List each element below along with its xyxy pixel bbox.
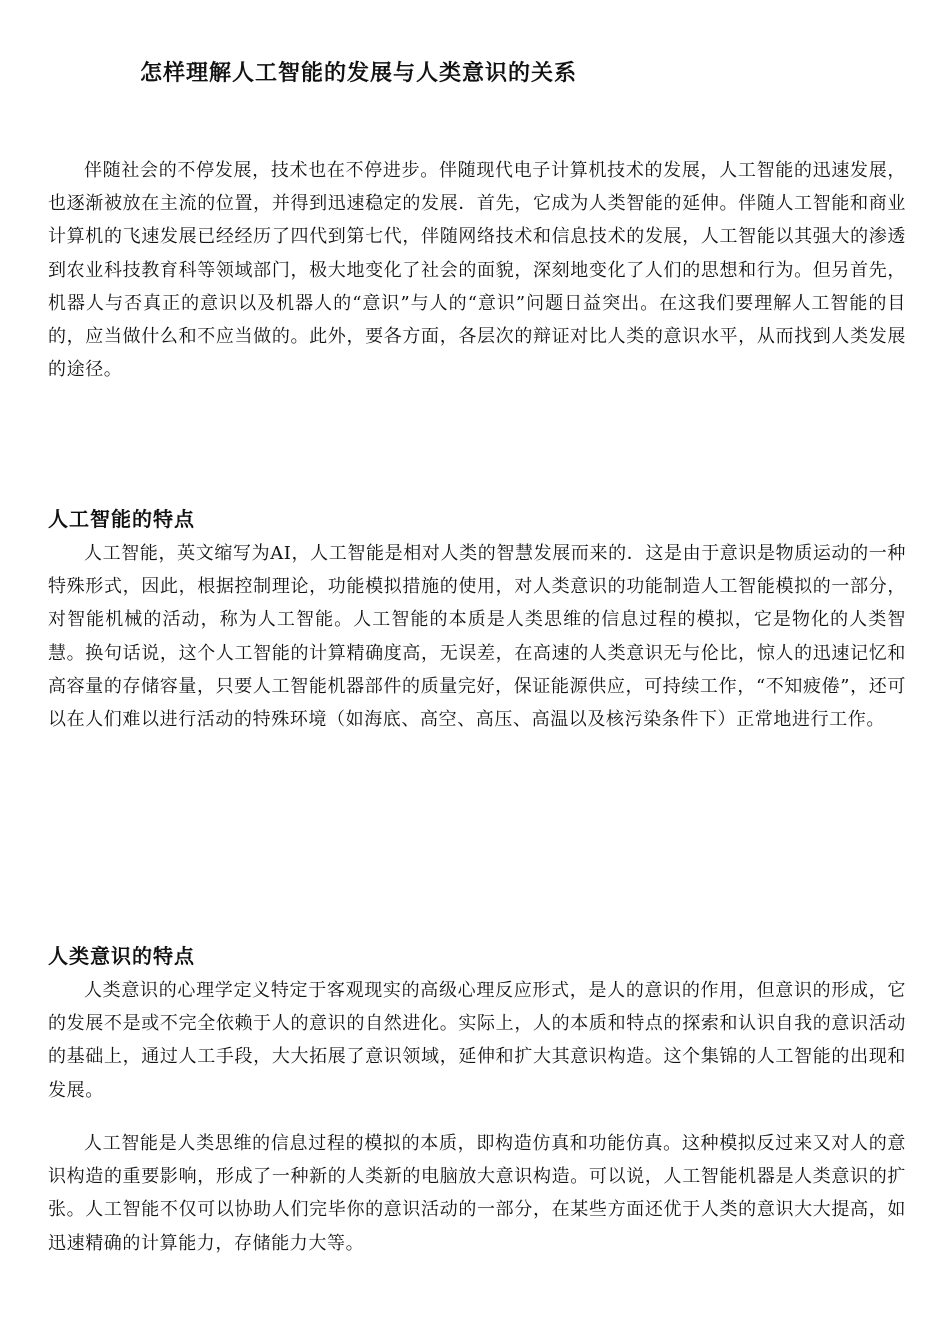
human-consciousness-paragraph-1: 人类意识的心理学定义特定于客观现实的高级心理反应形式，是人的意识的作用，但意识的形成，它的发展不是或不完全依赖于人的意识的自然进化。实际上，人的本质和特点的探索和认识自我的意识活动的基础上，通过人工手段，大大拓展了意识领域，延伸和扩大其意识构造。这个集锦的人工智能的出现和发展。 <box>48 980 906 1101</box>
section-heading-human-consciousness: 人类意识的特点 <box>48 944 195 968</box>
document-title: 怎样理解人工智能的发展与人类意识的关系 <box>140 60 578 86</box>
section-heading-ai-features: 人工智能的特点 <box>48 507 195 531</box>
ai-features-paragraph: 人工智能，英文缩写为AI，人工智能是相对人类的智慧发展而来的．这是由于意识是物质运动的一种特殊形式，因此，根据控制理论，功能模拟措施的使用，对人类意识的功能制造人工智能模拟的一部分，对智能机械的活动，称为人工智能。人工智能的本质是人类思维的信息过程的模拟，它是物化的人类智慧。换句话说，这个人工智能的计算精确度高，无误差，在高速的人类意识无与伦比，惊人的迅速记忆和高容量的存储容量，只要人工智能机器部件的质量完好，保证能源供应，可持续工作，“不知疲倦”，还可以在人们难以进行活动的特殊环境（如海底、高空、高压、高温以及核污染条件下）正常地进行工作。 <box>48 543 906 731</box>
intro-paragraph: 伴随社会的不停发展，技术也在不停进步。伴随现代电子计算机技术的发展，人工智能的迅速发展，也逐渐被放在主流的位置，并得到迅速稳定的发展．首先，它成为人类智能的延伸。伴随人工智能和商业计算机的飞速发展已经经历了四代到第七代，伴随网络技术和信息技术的发展，人工智能以其强大的渗透到农业科技教育科等领域部门，极大地变化了社会的面貌，深刻地变化了人们的思想和行为。但另首先，机器人与否真正的意识以及机器人的“意识”与人的“意识”问题日益突出。在这我们要理解人工智能的目的，应当做什么和不应当做的。此外，要各方面，各层次的辩证对比人类的意识水平，从而找到人类发展的途径。 <box>48 160 906 381</box>
human-consciousness-paragraph-2: 人工智能是人类思维的信息过程的模拟的本质，即构造仿真和功能仿真。这种模拟反过来又对人的意识构造的重要影响，形成了一种新的人类新的电脑放大意识构造。可以说，人工智能机器是人类意识的扩张。人工智能不仅可以协助人们完毕你的意识活动的一部分，在某些方面还优于人类的意识大大提高，如迅速精确的计算能力，存储能力大等。 <box>48 1133 906 1254</box>
